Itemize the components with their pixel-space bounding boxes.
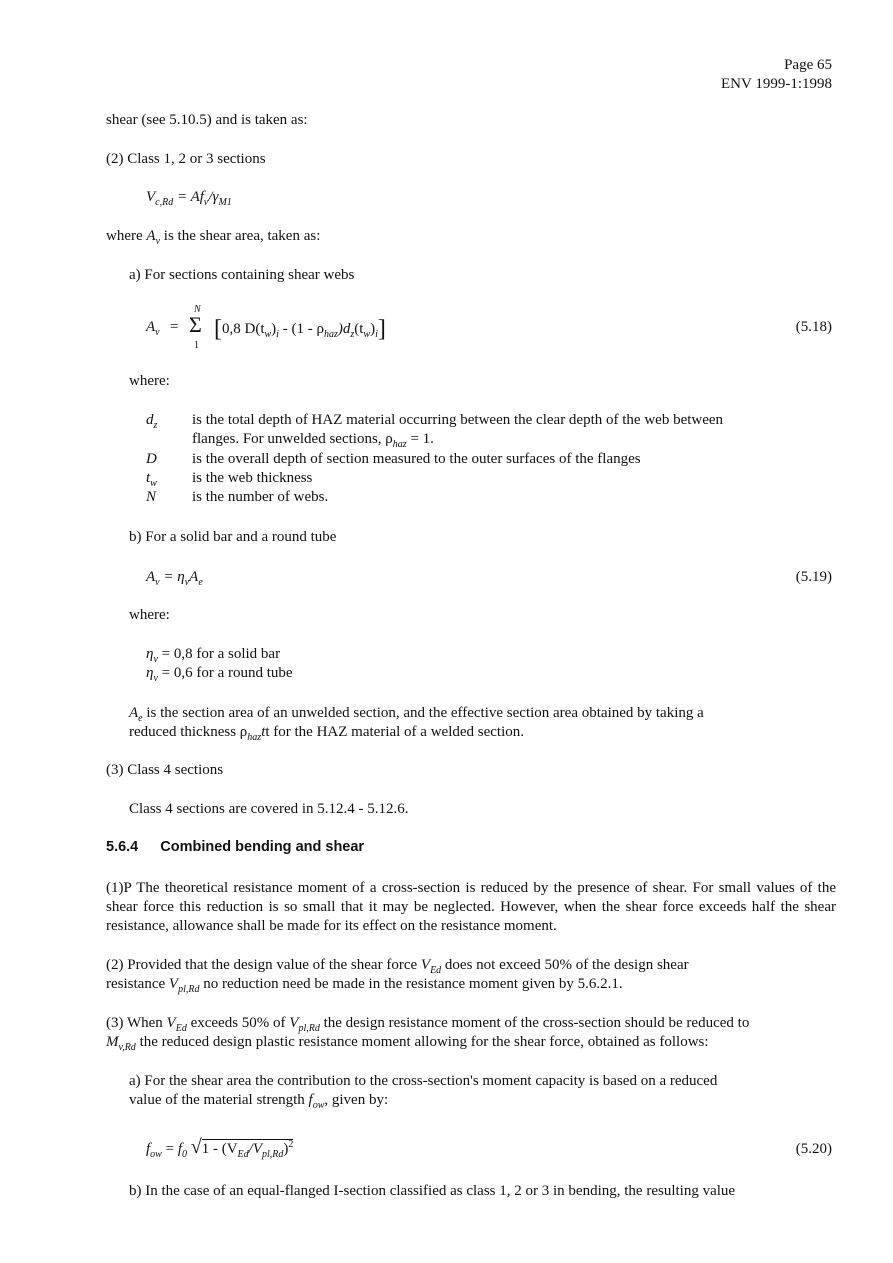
def-symbol-D: D — [146, 451, 157, 467]
equation-number-5-19: (5.19) — [795, 569, 832, 585]
standard-code: ENV 1999-1:1998 — [721, 76, 832, 92]
page-header — [721, 56, 832, 94]
where-av-paragraph: where $A_v$ is the shear area, taken as: — [106, 228, 321, 247]
sections-shear-webs: a) For sections containing shear webs — [129, 267, 355, 283]
where-label-2: where: — [129, 607, 170, 623]
ae-definition-line2: reduced thickness $\rho_{haz}tt$ for the HAZ material of a welded section. — [129, 724, 525, 743]
eta-round-tube: $\eta_v = 0,6$ for a round tube — [146, 665, 293, 684]
paragraph-2-line2: resistance $V_{pl,Rd}$ no reduction need be made in the resistance moment given by 5.6.2.1. — [106, 976, 623, 995]
class-4-reference: Class 4 sections are covered in 5.12.4 - 5.12.6. — [129, 801, 409, 817]
equation-number-5-20: (5.20) — [795, 1141, 832, 1157]
paragraph-3-line1: (3) When $V_{Ed}$ exceeds 50% of $V_{pl,Rd}$ the design resistance moment of the cross-section should be reduced to — [106, 1015, 750, 1034]
def-symbol-tw: $t_w$ — [146, 470, 157, 489]
def-text-D: is the overall depth of section measured to the outer surfaces of the flanges — [192, 451, 641, 467]
equation-5-19: $A_v = \eta_vA_e$ — [146, 569, 203, 588]
eta-solid-bar: $\eta_v = 0,8$ for a solid bar — [146, 646, 281, 665]
def-symbol-N: N — [146, 489, 157, 505]
document-page: Page 65 ENV 1999-1:1998 shear (see 5.10.5) and is taken as: (2) Class 1, 2 or 3 sections $V_{c,Rd} = Af_v/\gamma_{M1}$ where $A_v$ is the shear area, taken as: a) For sections containing shear webs $A_v$ = N Σ 1 [0,8 $D(t_w)_i - (1 - \rho_{haz})d_z(t_w)_i$] (5.18) where: $d_z$ is the total depth of HAZ material occurring between the clear depth of the web between flanges. For unwelded sections, $\rho_{haz} = 1$. D is the overall depth of section measured to the outer surfaces of the flanges $t_w$ is the web thickness N is the number of webs. b) For a solid bar and a round tube $A_v = \eta_vA_e$ (5.19) where: $\eta_v = 0,8$ for a solid bar $\eta_v = 0,6$ for a round tube $A_e$ is the section area of an unwelded section, and the effective section area obtained by taking a reduced thickness $\rho_{haz}tt$ for the HAZ material of a welded section. (3) Class 4 sections Class 4 sections are covered in 5.12.4 - 5.12.6. 5.6.4 Combined bending and shear (1)P The theoretical resistance moment of a cross-section is reduced by the presence of shear. For small values of the shear force this reduction is so small that it may be neglected. However, when the shear force exceeds half the shear resistance, allowance shall be made for its effect on the resistance moment. (2) Provided that the design value of the shear force $V_{Ed}$ does not exceed 50% of the design shear resistance $V_{pl,Rd}$ no reduction need be made in the resistance moment given by 5.6.2.1. (3) When $V_{Ed}$ exceeds 50% of $V_{pl,Rd}$ the design resistance moment of the cross-section should be reduced to $M_{v,Rd}$ the reduced design plastic resistance moment allowing for the shear force, obtained as follows: a) For the shear area the contribution to the cross-section's moment capacity is based on a reduced value of the material strength $f_{ow}$, given by: $f_{ow} = f_0$ $√1 - (V_{Ed}/V_{pl,Rd})^2$ (5.20) b) In the case of an equal-flanged I-section classified as class 1, 2 or 3 in bending, the resulting value — [0, 0, 893, 1263]
def-symbol-dz: $d_z$ — [146, 412, 158, 431]
paragraph-1p: (1)P The theoretical resistance moment of a cross-section is reduced by the presence of shear. For small values of the shear force this reduction is so small that it may be neglected. However, when the shear force exceeds half the shear resistance, allowance shall be made for its effect on the resistance moment. — [106, 880, 836, 934]
shear-area-line2: value of the material strength $f_{ow}$, given by: — [129, 1092, 389, 1111]
def-text-dz-cont: flanges. For unwelded sections, $\rho_{haz} = 1$. — [192, 431, 434, 450]
paragraph-3-line2: $M_{v,Rd}$ the reduced design plastic resistance moment allowing for the shear force, obtained as follows: — [106, 1034, 709, 1053]
i-section-paragraph: b) In the case of an equal-flanged I-section classified as class 1, 2 or 3 in bending, the resulting value — [129, 1183, 736, 1199]
where-label-1: where: — [129, 373, 170, 389]
equation-number-5-18: (5.18) — [795, 319, 832, 335]
def-text-dz: is the total depth of HAZ material occurring between the clear depth of the web between — [192, 412, 724, 428]
ae-definition-line1: $A_e$ is the section area of an unwelded section, and the effective section area obtained by taking a — [129, 705, 704, 724]
def-text-tw: is the web thickness — [192, 470, 313, 486]
section-heading-5-6-4: 5.6.4 Combined bending and shear — [106, 839, 365, 855]
paragraph-2-line1: (2) Provided that the design value of the shear force $V_{Ed}$ does not exceed 50% of the design shear — [106, 957, 689, 976]
page-number: Page 65 — [784, 57, 832, 73]
intro-paragraph: shear (see 5.10.5) and is taken as: — [106, 112, 308, 128]
class-123-heading: (2) Class 1, 2 or 3 sections — [106, 151, 266, 167]
solid-bar-heading: b) For a solid bar and a round tube — [129, 529, 337, 545]
equation-5-20: $f_{ow} = f_0$ $√1 - (V_{Ed}/V_{pl,Rd})^2$ — [146, 1136, 294, 1160]
shear-area-line1: a) For the shear area the contribution to the cross-section's moment capacity is based on a reduced — [129, 1073, 718, 1089]
def-text-N: is the number of webs. — [192, 489, 329, 505]
class-4-heading: (3) Class 4 sections — [106, 762, 224, 778]
equation-vcrd: $V_{c,Rd} = Af_v/\gamma_{M1}$ — [146, 189, 232, 208]
